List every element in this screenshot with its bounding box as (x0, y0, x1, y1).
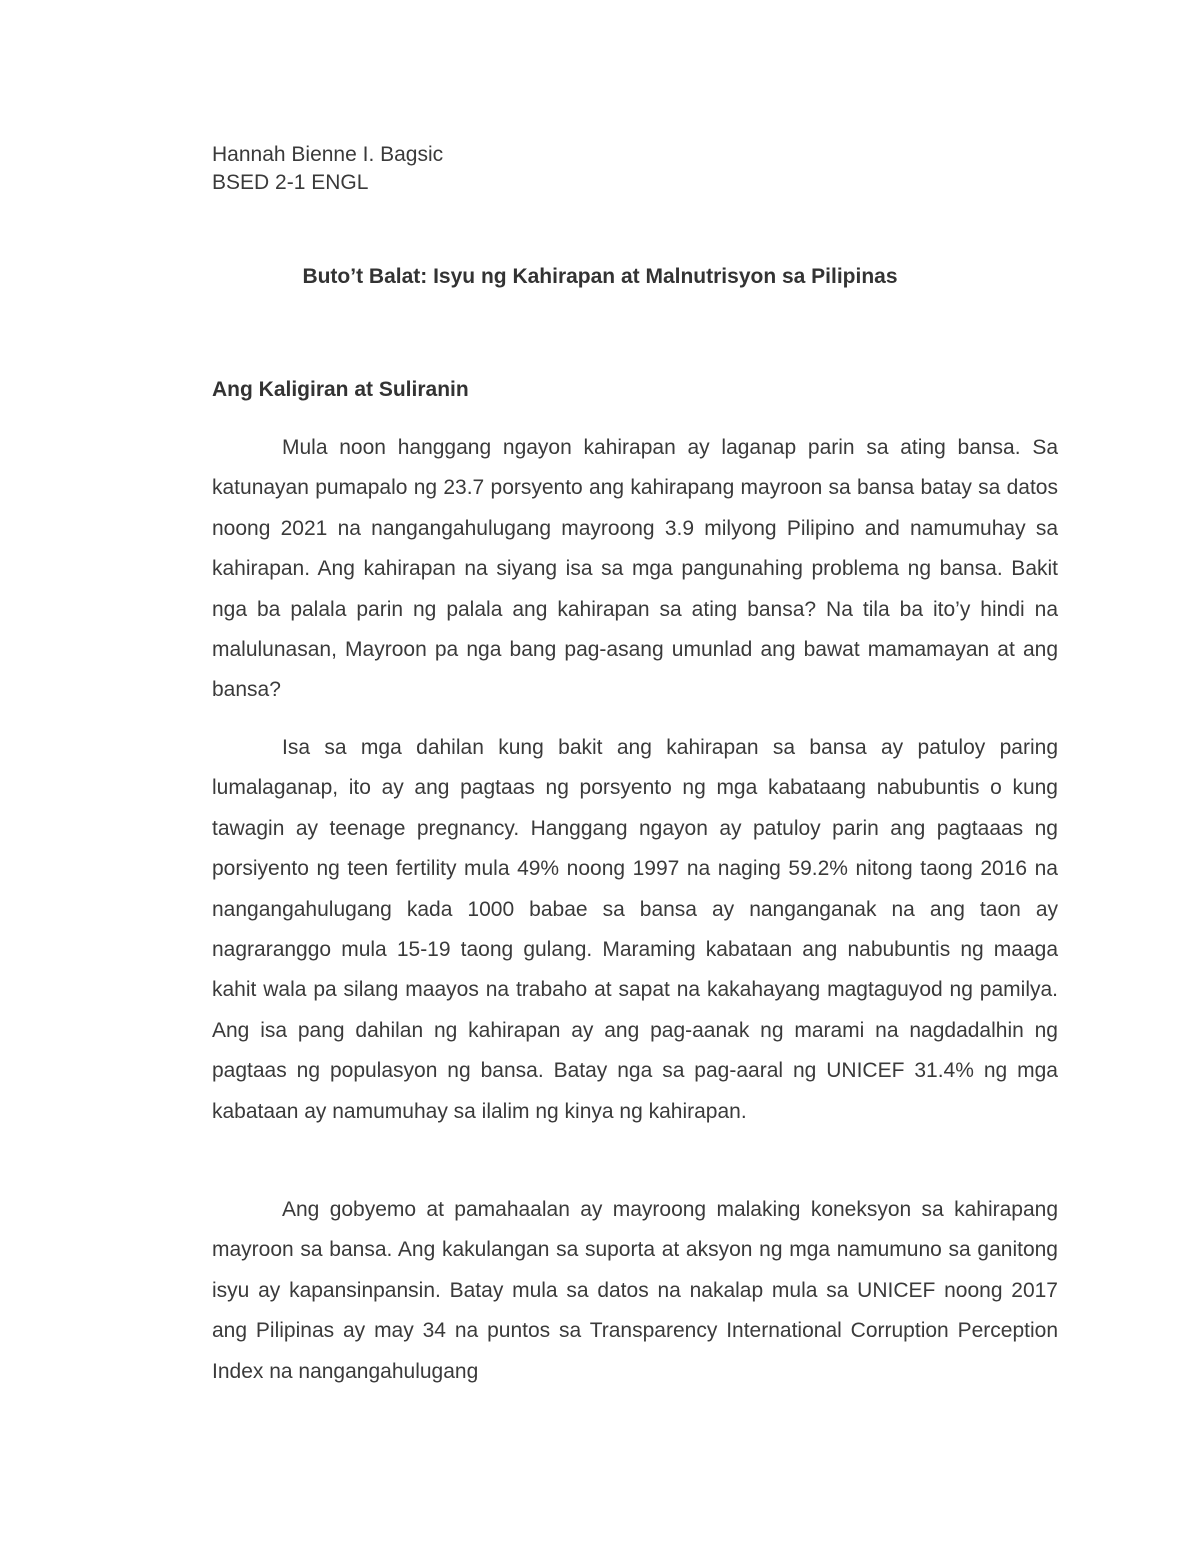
section-heading: Ang Kaligiran at Suliranin (212, 378, 469, 401)
body-paragraph: Isa sa mga dahilan kung bakit ang kahirapan sa bansa ay patuloy paring lumalaganap, ito ay ang pagtaas ng porsyento ng mga kabataang nabubuntis o kung tawagin ay teenage pregnancy. Hanggang ngayon ay patuloy parin ang pagtaaas ng porsiyento ng teen fertility mula 49% noong 1997 na naging 59.2% nitong taong 2016 na nangangahulugang kada 1000 babae sa bansa ay nanganganak na ang taon ay nagraranggo mula 15-19 taong gulang. Maraming kabataan ang nabubuntis ng maaga kahit wala pa silang maayos na trabaho at sapat na kakahayang magtaguyod ng pamilya. Ang isa pang dahilan ng kahirapan ay ang pag-aanak ng marami na nagdadalhin ng pagtaas ng populasyon ng bansa. Batay nga sa pag-aaral ng UNICEF 31.4% ng mga kabataan ay namumuhay sa ilalim ng kinya ng kahirapan. (212, 736, 1058, 1123)
author-block (212, 141, 443, 197)
body-paragraph: Ang gobyemo at pamahaalan ay mayroong malaking koneksyon sa kahirapang mayroon sa bansa. Ang kakulangan sa suporta at aksyon ng mga namumuno sa ganitong isyu ay kapansinpansin. Batay mula sa datos na nakalap mula sa UNICEF noong 2017 ang Pilipinas ay may 34 na puntos sa Transparency International Corruption Perception Index na nangangahulugang (212, 1198, 1058, 1383)
document-title: Buto’t Balat: Isyu ng Kahirapan at Malnutrisyon sa Pilipinas (302, 265, 898, 288)
author-name: Hannah Bienne I. Bagsic (212, 143, 444, 166)
body-paragraph: Mula noon hanggang ngayon kahirapan ay laganap parin sa ating bansa. Sa katunayan pumapalo ng 23.7 porsyento ang kahirapang mayroon sa bansa batay sa datos noong 2021 na nangangahulugang mayroong 3.9 milyong Pilipino and namumuhay sa kahirapan. Ang kahirapan na siyang isa sa mga pangunahing problema ng bansa. Bakit nga ba palala parin ng palala ang kahirapan sa ating bansa? Na tila ba ito’y hindi na malulunasan, Mayroon pa nga bang pag-asang umunlad ang bawat mamamayan at ang bansa? (212, 436, 1058, 702)
course-section: BSED 2-1 ENGL (212, 171, 369, 194)
